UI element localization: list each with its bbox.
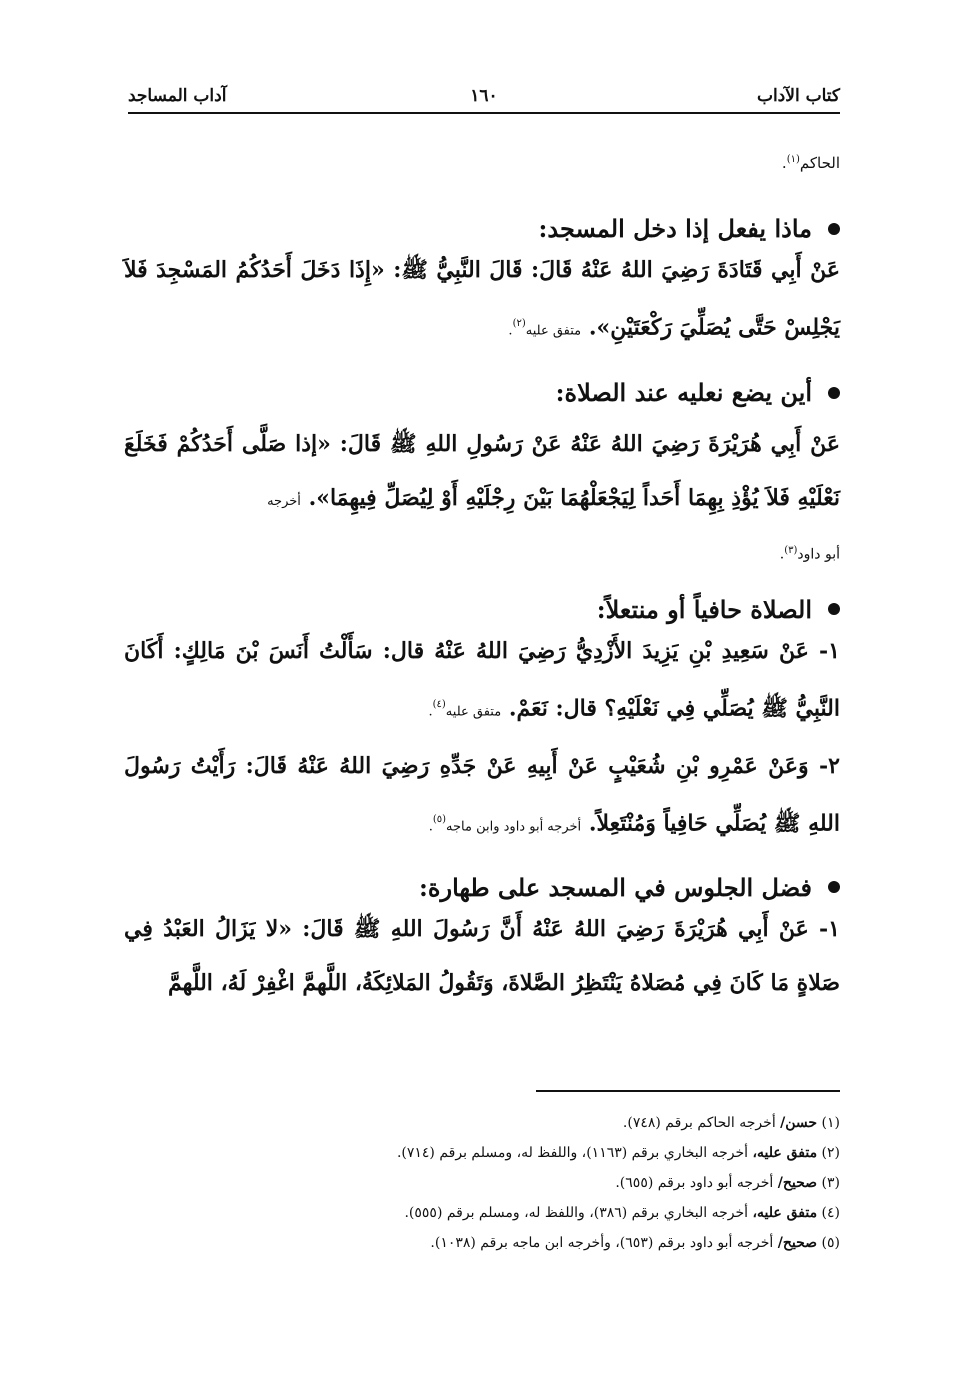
- footnote: (٢) متفق عليه، أخرجه البخاري برقم (١١٦٣)، واللفظ له، ومسلم برقم (٧١٤).: [396, 1145, 840, 1161]
- footnote-ref[interactable]: (١): [786, 154, 800, 165]
- page-number: ١٦٠: [470, 86, 498, 106]
- footnote-separator: [536, 1090, 840, 1092]
- footnote: (١) حسن/ أخرجه الحاكم برقم (٧٤٨).: [622, 1115, 840, 1131]
- bullet-icon: [828, 387, 840, 399]
- hadith-paragraph: ٢- وَعَنْ عَمْرِو بْنِ شُعَيْبٍ عَنْ أَبِيهِ عَنْ جَدِّهِ رَضِيَ اللهُ عَنْهُ قَالَ: رَأَيْتُ رَسُولَ اللهِ ﷺ يُصَلِّي حَافِياً وَمُنْتَعِلاً. أخرجه أبو داود وابن ماجه$^{(٥)}$.: [124, 753, 840, 837]
- section-heading: [124, 378, 840, 407]
- hadith-paragraph: عَنْ أَبِي قَتَادَةَ رَضِيَ اللهُ عَنْهُ قَالَ: قَالَ النَّبِيُّ ﷺ: «إِذَا دَخَلَ أَحَدُكُمُ المَسْجِدَ فَلاَ يَجْلِسْ حَتَّى يُصَلِّيَ رَكْعَتَيْنِ». متفق عليه$^{(٢)}$.: [124, 257, 840, 341]
- section-title: أين يضع نعليه عند الصلاة:: [555, 378, 812, 408]
- hadith-paragraph: عَنْ أَبِي هُرَيْرَةَ رَضِيَ اللهُ عَنْهُ عَنْ رَسُولِ اللهِ ﷺ قَالَ: «إذا صَلَّى أَحَدُكُمْ فَخَلَعَ نَعْلَيْهِ فَلاَ يُؤْذِ بِهِمَا أَحَداً لِيَجْعَلْهُمَا بَيْنَ رِجْلَيْهِ أَوْ لِيُصَلِّ فِيهِمَا». أخرجه: [124, 431, 840, 512]
- bullet-icon: [828, 603, 840, 615]
- source-note: أخرجه: [267, 494, 301, 510]
- section-heading: [124, 873, 840, 902]
- hadith-paragraph: ١- عَنْ أَبِي هُرَيْرَةَ رَضِيَ اللهُ عَنْهُ أَنَّ رَسُولَ اللهِ ﷺ قَالَ: «لا يَزَالُ العَبْدُ فِي صَلاةٍ مَا كَانَ فِي مُصَلاهُ يَنْتَظِرُ الصَّلاةَ، وَتَقُولُ المَلائِكَةُ، اللَّهمَّ اغْفِرْ لَهُ، اللَّهمَّ: [124, 915, 840, 996]
- hadith-paragraph: ١- عَنْ سَعِيدِ بْنِ يَزِيدَ الأَزْدِيُّ رَضِيَ اللهُ عَنْهُ قال: سَأَلْتُ أَنَسَ بْنَ مَالِكٍ: أَكَانَ النَّبِيُّ ﷺ يُصَلِّي فِي نَعْلَيْهِ؟ قال: نَعَمْ. متفق عليه$^{(٤)}$.: [124, 637, 840, 722]
- continued-text: الحاكم$^{(١)}$.: [781, 154, 840, 172]
- source-note: أخرجه أبو داود وابن ماجه: [446, 819, 582, 835]
- section-heading: [124, 595, 840, 624]
- bullet-icon: [828, 881, 840, 893]
- source-note: متفق عليه: [445, 704, 502, 720]
- footnote-ref[interactable]: (٣): [784, 545, 798, 557]
- section-heading: [124, 214, 840, 243]
- footnote-ref[interactable]: (٢): [512, 318, 526, 329]
- page-body: [124, 140, 840, 1010]
- source-note: متفق عليه: [525, 323, 582, 339]
- footnote: (٣) صحيح/ أخرجه أبو داود برقم (٦٥٥).: [615, 1175, 840, 1191]
- section-title: ماذا يفعل إذا دخل المسجد:: [538, 214, 812, 243]
- footnote: (٤) متفق عليه، أخرجه البخاري برقم (٣٨٦)، واللفظ له، ومسلم برقم (٥٥٥).: [404, 1205, 840, 1221]
- section-title: فضل الجلوس في المسجد على طهارة:: [419, 872, 812, 902]
- footnote-ref[interactable]: (٥): [432, 814, 447, 826]
- footnote: (٥) صحيح/ أخرجه أبو داود برقم (٦٥٣)، وأخرجه ابن ماجه برقم (١٠٣٨).: [430, 1235, 840, 1251]
- section-title: الصلاة حافياً أو منتعلاً:: [596, 594, 812, 624]
- source-note-continued: أبو داود$^{(٣)}$.: [779, 545, 840, 563]
- bullet-icon: [828, 223, 840, 235]
- running-header: [128, 84, 840, 114]
- footnotes: [128, 1108, 840, 1258]
- chapter-title: آداب المساجد: [128, 86, 227, 106]
- footnote-ref[interactable]: (٤): [432, 698, 446, 710]
- book-title: كتاب الآداب: [756, 86, 840, 106]
